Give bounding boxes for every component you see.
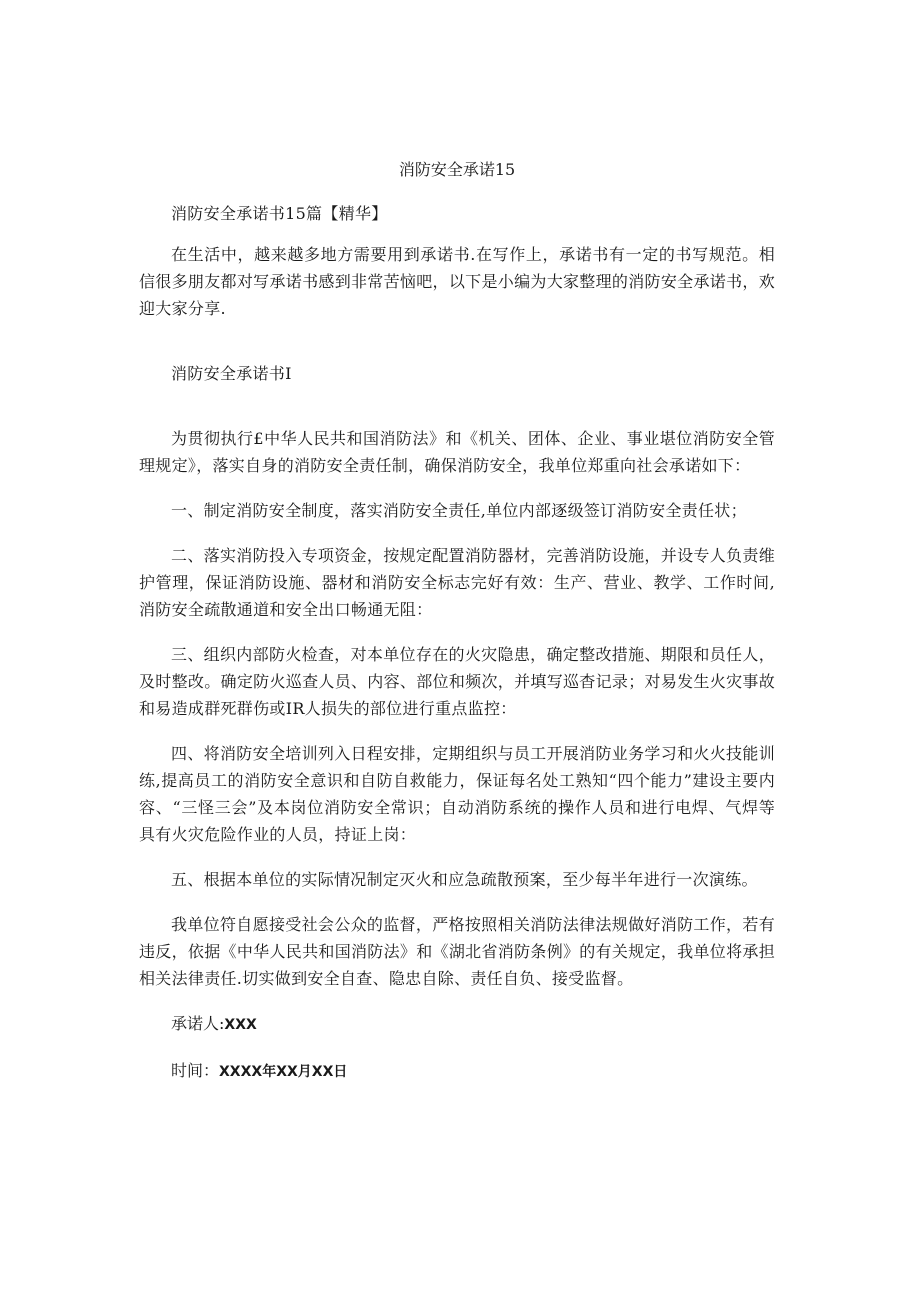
commitment-item-2: 二、落实消防投入专项资金，按规定配置消防器材，完善消防设施，并设专人负责维护管理，保证消防设施、器材和消防安全标志完好有效：生产、营业、教学、工作时间,消防安全疏散通道和安全出口畅通无阻： xyxy=(139,546,775,619)
date-label: 时间： xyxy=(171,1061,220,1080)
commitment-item-3: 三、组织内部防火检查，对本单位存在的火灾隐患，确定整改措施、期限和员任人，及时整改。确定防火巡查人员、内容、部位和频次，并填写巡杳记录；对易发生火灾事故和易造成群死群伤或IR人损失的部位进行重点监控： xyxy=(139,645,775,718)
signer-line xyxy=(139,1010,775,1039)
document-body xyxy=(139,156,775,1104)
signer-label: 承诺人: xyxy=(171,1014,225,1033)
commitment-item-4: 四、将消防安全培训列入日程安排，定期组织与员工开展消防业务学习和火火技能训练,提高员工的消防安全意识和自防自救能力，保证每名处工熟知“四个能力”建设主要内容、“三怪三会”及本岗位消防安全常识；自动消防系统的操作人员和进行电焊、气焊等具有火灾危险作业的人员，持证上岗： xyxy=(139,744,775,844)
section-heading: 消防安全承诺书I xyxy=(171,364,292,383)
closing-paragraph: 我单位符自愿接受社会公众的监督，严格按照相关消防法律法规做好消防工作，若有违反，依据《中华人民共和国消防法》和《湖北省消防条例》的有关规定，我单位将承担相关法律责任.切实做到安全自查、隐忠自除、责任自负、接受监督。 xyxy=(139,915,775,988)
intro-paragraph: 在生活中，越来越多地方需要用到承诺书.在写作上，承诺书有一定的书写规范。相信很多朋友都对写承诺书感到非常苦恼吧，以下是小编为大家整理的消防安全承诺书，欢迎大家分享. xyxy=(139,245,775,318)
document-subtitle: 消防安全承诺书15篇【精华】 xyxy=(171,204,388,223)
commitment-item-1: 一、制定消防安全制度，落实消防安全责任,单位内部逐级签订消防安全责任状； xyxy=(171,501,747,520)
commitment-item-5: 五、根据本单位的实际情况制定灭火和应急疏散预案，至少每半年进行一次演练。 xyxy=(171,870,758,889)
date-value: XXXX年XX月XX日 xyxy=(219,1064,348,1080)
signer-value: XXX xyxy=(224,1017,257,1033)
date-line xyxy=(139,1057,775,1086)
preamble-paragraph: 为贯彻执行£中华人民共和国消防法》和《机关、团体、企业、事业堪位消防安全管理规定》，落实自身的消防安全责任制，确保消防安全，我单位郑重向社会承诺如下： xyxy=(139,429,775,475)
document-title: 消防安全承诺15 xyxy=(398,160,516,179)
